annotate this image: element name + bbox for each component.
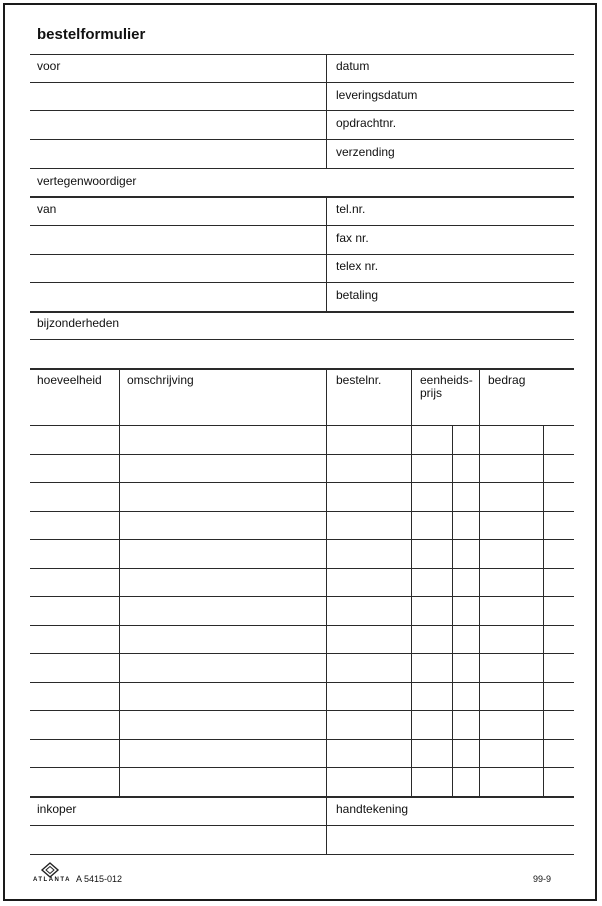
form-title: bestelformulier [37, 26, 146, 43]
field-datum: datum [336, 59, 370, 73]
brand-name: ATLANTA [33, 877, 71, 883]
field-van: van [37, 202, 57, 216]
rule [30, 311, 574, 313]
column-bestelnr: bestelnr. [336, 373, 382, 387]
table-row-line [30, 568, 574, 569]
rule [30, 139, 574, 140]
table-row-line [30, 767, 574, 768]
table-col-line [119, 369, 120, 797]
field-vertegenwoordiger: vertegenwoordiger [37, 174, 137, 188]
table-col-line [479, 369, 480, 797]
table-row-line [30, 653, 574, 654]
table-row-line [30, 539, 574, 540]
column-eenheidsprijs-line1: eenheids- [420, 373, 473, 387]
table-row-line [30, 796, 574, 798]
field-telnr: tel.nr. [336, 202, 366, 216]
column-omschrijving: omschrijving [127, 373, 194, 387]
rule [30, 168, 574, 169]
column-bedrag: bedrag [488, 373, 526, 387]
form-version: 99-9 [533, 874, 552, 884]
column-divider [326, 54, 327, 168]
field-verzending: verzending [336, 145, 395, 159]
table-row-line [30, 710, 574, 711]
field-handtekening: handtekening [336, 802, 409, 816]
table-row-line [30, 482, 574, 483]
rule [30, 368, 574, 370]
column-divider [326, 196, 327, 311]
table-row-line [30, 425, 574, 426]
field-voor: voor [37, 59, 61, 73]
table-row-line [30, 682, 574, 683]
rule [30, 339, 574, 340]
rule [30, 196, 574, 198]
table-col-line [411, 369, 412, 797]
column-hoeveelheid: hoeveelheid [37, 373, 102, 387]
table-row-line [30, 739, 574, 740]
rule [30, 54, 574, 55]
field-bijzonderheden: bijzonderheden [37, 316, 120, 330]
form-code: A 5415-012 [76, 874, 123, 884]
rule [30, 225, 574, 226]
rule [30, 254, 574, 255]
rule [30, 825, 574, 826]
field-betaling: betaling [336, 288, 379, 302]
rule [30, 82, 574, 83]
field-inkoper: inkoper [37, 802, 77, 816]
table-row-line [30, 596, 574, 597]
field-opdrachtnr: opdrachtnr. [336, 116, 397, 130]
table-row-line [30, 625, 574, 626]
column-divider [326, 797, 327, 854]
field-telexnr: telex nr. [336, 259, 379, 273]
atlanta-logo-icon [33, 860, 69, 888]
rule [30, 282, 574, 283]
table-row-line [30, 454, 574, 455]
table-col-line [326, 369, 327, 797]
rule [30, 854, 574, 855]
table-row-line [30, 511, 574, 512]
field-faxnr: fax nr. [336, 231, 369, 245]
field-leveringsdatum: leveringsdatum [336, 88, 418, 102]
column-eenheidsprijs-line2: prijs [420, 386, 443, 400]
rule [30, 110, 574, 111]
